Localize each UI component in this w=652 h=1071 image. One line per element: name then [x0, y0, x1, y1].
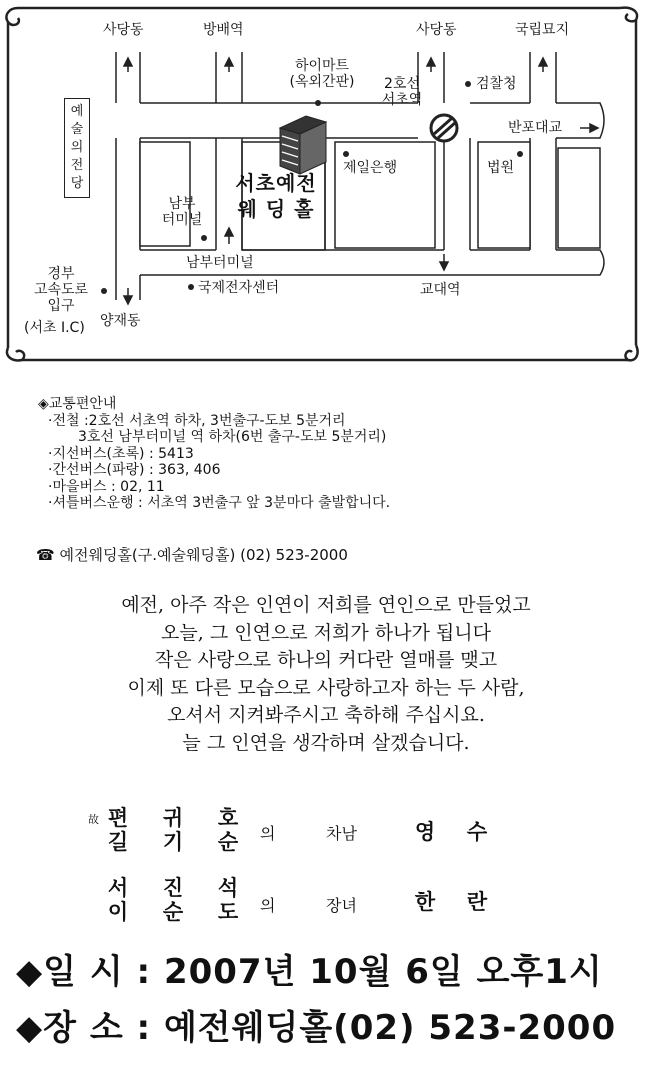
groom-name-char: 수 — [466, 819, 488, 844]
bride-father-char: 서 — [107, 875, 129, 900]
diamond-icon: ◈ — [38, 396, 49, 412]
label-seocho-station: 2호선 서초역 — [381, 76, 423, 108]
bride-mother-char: 도 — [217, 899, 239, 924]
transit-line: ·간선버스(파랑) : 363, 406 — [48, 462, 221, 478]
bride-name-char: 한 — [414, 889, 436, 914]
label-expressway-entrance: 경부 고속도로 입구 — [33, 266, 89, 314]
label-jeil-bank: 제일은행 — [343, 160, 398, 176]
message-line: 늘 그 인연을 생각하며 살겠습니다. — [182, 731, 470, 754]
transit-line: ·전철 :2호선 서초역 하차, 3번출구-도보 5분거리 — [48, 412, 346, 429]
label-prosecutor-office: 검찰청 — [476, 76, 517, 92]
message-line: 오늘, 그 인연으로 저희가 하나가 됩니다 — [161, 621, 491, 644]
label-bangbae-station: 방배역 — [203, 22, 244, 38]
frame-corner-tl — [6, 8, 18, 25]
building-icon — [280, 116, 326, 174]
transit-heading: ◈교통편안내 — [38, 396, 117, 412]
transit-line: ·지선버스(초록) : 5413 — [48, 445, 194, 462]
message-line: 예전, 아주 작은 인연이 저희를 연인으로 만들었고 — [121, 594, 531, 616]
bride-relation: 의 — [260, 896, 276, 915]
subway-station-icon — [431, 115, 457, 141]
frame-corner-tr — [620, 8, 637, 22]
groom-mother-char: 길 — [107, 829, 129, 854]
message-line: 작은 사랑으로 하나의 커다란 열매를 맺고 — [154, 649, 498, 671]
deceased-mark: 故 — [88, 813, 99, 826]
bride-mother-char: 순 — [162, 899, 184, 924]
frame-corner-br — [625, 345, 637, 360]
label-sadang-right: 사당동 — [416, 22, 457, 38]
message-line: 이제 또 다른 모습으로 사랑하고자 하는 두 사람, — [127, 676, 525, 699]
label-nambu-terminal-road: 남부터미널 — [186, 255, 254, 271]
frame-corner-bl — [7, 348, 24, 360]
phone-icon: ☎ — [36, 546, 55, 564]
label-sadang-left: 사당동 — [103, 22, 144, 38]
bride-father-char: 진 — [162, 875, 184, 900]
label-arts-center: 예술의전당 — [64, 98, 90, 198]
label-seocho-ic: (서초 I.C) — [24, 320, 85, 336]
label-nambu-terminal: 남부 터미널 — [161, 196, 203, 228]
bride-family — [0, 876, 652, 932]
groom-father-char: 호 — [217, 805, 239, 830]
map-drawing — [0, 0, 652, 372]
invitation-message — [0, 592, 652, 757]
groom-role: 차남 — [326, 824, 357, 843]
label-court: 법원 — [487, 160, 515, 176]
location-map — [0, 0, 652, 372]
bride-name-char: 란 — [466, 889, 488, 914]
message-line: 오셔서 지켜봐주시고 축하해 주십시요. — [167, 704, 485, 726]
groom-father-char: 귀 — [162, 805, 184, 830]
label-intl-electronics-center: 국제전자센터 — [198, 280, 280, 296]
groom-family — [0, 806, 652, 862]
label-himart: 하이마트 (옥외간판) — [289, 58, 355, 90]
bride-role: 장녀 — [326, 896, 357, 915]
transit-line: ·마을버스 : 02, 11 — [48, 478, 165, 495]
date-line: ◆일 시 : 2007년 10월 6일 오후1시 — [16, 952, 603, 992]
label-venue-name: 서초예전 웨 딩 홀 — [235, 171, 317, 221]
label-banpo-bridge: 반포대교 — [508, 120, 563, 136]
transit-line: 3호선 남부터미널 역 하차(6번 출구-도보 5분거리) — [78, 429, 387, 445]
label-gyodae-station: 교대역 — [420, 282, 461, 298]
label-yangjae: 양재동 — [100, 313, 141, 329]
bride-father-char: 석 — [217, 875, 239, 900]
transit-line: ·셔틀버스운행 : 서초역 3번출구 앞 3분마다 출발합니다. — [48, 495, 391, 511]
place-line: ◆장 소 : 예전웨딩홀(02) 523-2000 — [16, 1008, 617, 1048]
venue-phone: ☎ 예전웨딩홀(구.예술웨딩홀) (02) 523-2000 — [36, 546, 348, 564]
groom-mother-char: 기 — [162, 829, 184, 854]
bride-mother-char: 이 — [107, 899, 129, 924]
groom-mother-char: 순 — [217, 829, 239, 854]
label-national-cemetery: 국립묘지 — [515, 22, 570, 38]
groom-name-char: 영 — [414, 819, 436, 844]
groom-father-char: 편 — [107, 805, 129, 830]
transit-info — [38, 396, 638, 512]
groom-relation: 의 — [260, 824, 276, 843]
